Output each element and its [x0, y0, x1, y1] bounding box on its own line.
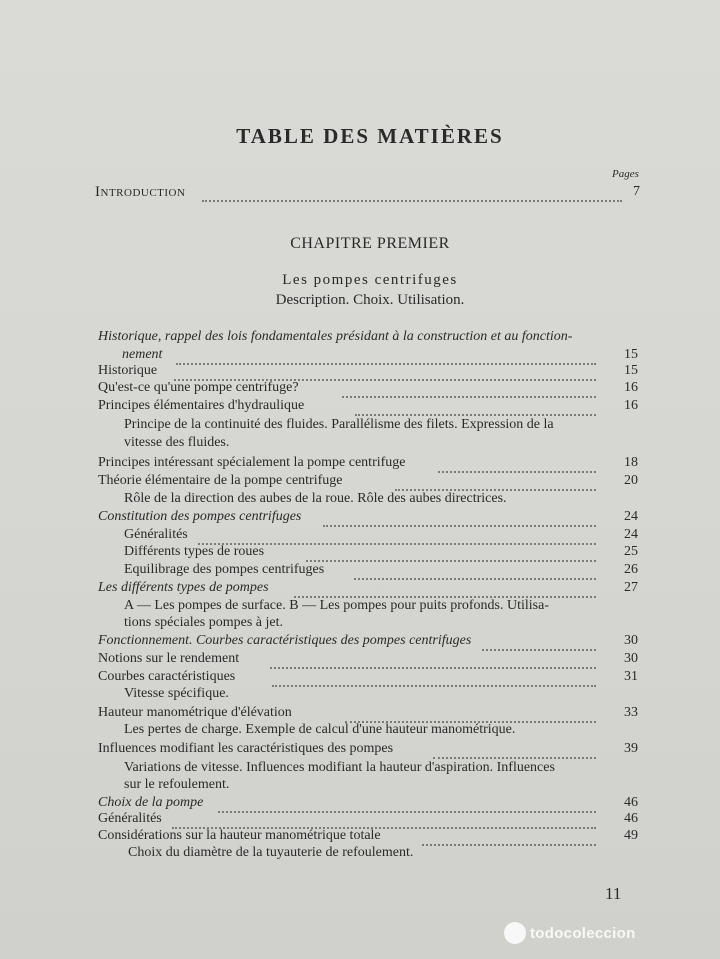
dot-leader: [272, 684, 596, 687]
toc-subentry-text: Choix du diamètre de la tuyauterie de refoulement.: [128, 845, 414, 860]
toc-entry-text: Différents types de roues: [124, 544, 265, 559]
toc-entry-text: Historique: [98, 363, 158, 378]
toc-entry-text: nement: [122, 347, 163, 362]
toc-entry-text: Introduction: [95, 184, 186, 200]
toc-entry-text: Choix de la pompe: [98, 795, 204, 810]
toc-entry-introduction: [0, 184, 720, 206]
page-title: TABLE DES MATIÈRES: [236, 124, 504, 148]
toc-entry-page: 30: [624, 633, 638, 648]
toc-entry-text: Les différents types de pompes: [98, 580, 269, 595]
toc-entry-page: 46: [624, 811, 638, 826]
toc-entry-page: 24: [624, 509, 638, 524]
toc-entry-page: 20: [624, 473, 638, 488]
watermark-logo-icon: [504, 922, 526, 944]
toc-entry-text: Généralités: [98, 811, 162, 826]
toc-subentry-text: Vitesse spécifique.: [124, 686, 229, 701]
toc-entry-text: Influences modifiant les caractéristiques des pompes: [98, 741, 394, 756]
watermark: todocoleccion: [530, 925, 636, 942]
toc-entry-page: 18: [624, 455, 638, 470]
toc-entry: [0, 669, 720, 691]
toc-entry-text: Principes élémentaires d'hydraulique: [98, 398, 305, 413]
toc-entry-page: 33: [624, 705, 638, 720]
dot-leader: [433, 756, 596, 759]
pages-column-label: Pages: [612, 168, 639, 180]
toc-entry-page: 26: [624, 562, 638, 577]
toc-entry-page: 46: [624, 795, 638, 810]
toc-subentry-text: Principe de la continuité des fluides. Parallélisme des filets. Expression de la: [124, 417, 554, 432]
toc-entry-text: Généralités: [124, 527, 188, 542]
toc-entry-text: Théorie élémentaire de la pompe centrifuge: [98, 473, 343, 488]
toc-entry-page: 15: [624, 347, 638, 362]
toc-entry-page: 31: [624, 669, 638, 684]
toc-entry-page: 49: [624, 828, 638, 843]
toc-entry-page: 24: [624, 527, 638, 542]
chapter-subtitle-2: Description. Choix. Utilisation.: [275, 292, 465, 308]
toc-subentry-text: Rôle de la direction des aubes de la roue. Rôle des aubes directrices.: [124, 491, 507, 506]
page-number: 11: [605, 884, 622, 903]
toc-entry-text: Constitution des pompes centrifuges: [98, 509, 302, 524]
toc-entry-text: Fonctionnement. Courbes caractéristiques des pompes centrifuges: [98, 633, 472, 648]
dot-leader: [355, 413, 596, 416]
dot-leader: [422, 843, 596, 846]
toc-entry-page: 27: [624, 580, 638, 595]
toc-entry-page: 25: [624, 544, 638, 559]
chapter-heading: CHAPITRE PREMIER: [290, 235, 450, 252]
toc-entry-page: 15: [624, 363, 638, 378]
toc-subentry-text: tions spéciales pompes à jet.: [124, 615, 284, 630]
toc-entry-text: Notions sur le rendement: [98, 651, 240, 666]
chapter-subtitle: Les pompes centrifuges: [282, 272, 458, 288]
toc-entry-page: 7: [633, 184, 640, 199]
toc-subentry-text: Variations de vitesse. Influences modifiant la hauteur d'aspiration. Influences: [124, 760, 555, 775]
toc-entry-text: Equilibrage des pompes centrifuges: [124, 562, 325, 577]
toc-entry-page: 30: [624, 651, 638, 666]
toc-entry-text: Courbes caractéristiques: [98, 669, 236, 684]
dot-leader: [202, 199, 622, 202]
toc-entry-page: 16: [624, 380, 638, 395]
toc-entry-text: Qu'est-ce qu'une pompe centrifuge?: [98, 380, 299, 395]
toc-entry-page: 16: [624, 398, 638, 413]
toc-subentry-text: Les pertes de charge. Exemple de calcul d'une hauteur manométrique.: [124, 722, 516, 737]
toc-subentry-text: sur le refoulement.: [124, 777, 230, 792]
toc-subentry-text: A — Les pompes de surface. B — Les pompes pour puits profonds. Utilisa-: [124, 598, 549, 613]
toc-entry-page: 39: [624, 741, 638, 756]
toc-subentry-text: vitesse des fluides.: [124, 435, 230, 450]
toc-entry-text: Considérations sur la hauteur manométrique totale: [98, 828, 381, 843]
toc-section-text: Historique, rappel des lois fondamentales présidant à la construction et au fonction-: [98, 329, 573, 344]
toc-entry-text: Principes intéressant spécialement la pompe centrifuge: [98, 455, 406, 470]
toc-entry-text: Hauteur manométrique d'élévation: [98, 705, 292, 720]
